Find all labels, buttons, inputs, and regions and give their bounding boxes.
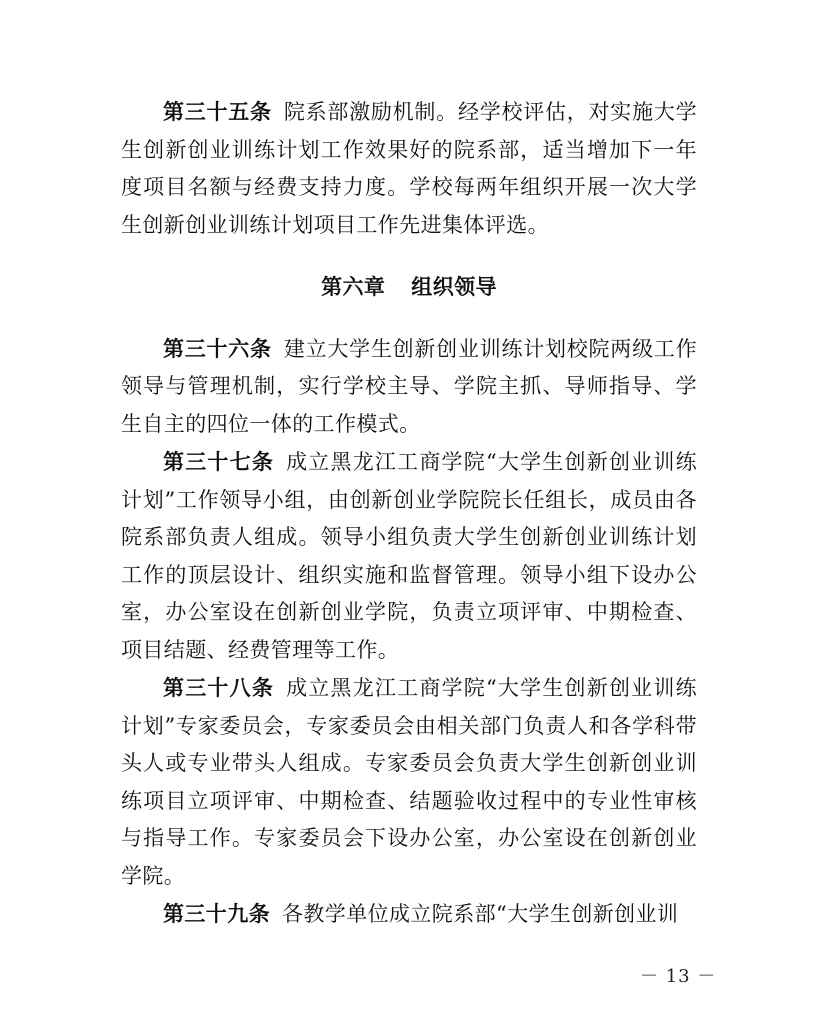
article-label: 第三十七条: [163, 449, 275, 474]
article-text: 建立大学生创新创业训练计划校院两级工作领导与管理机制，实行学校主导、学院主抓、导师指导、学生自主的四位一体的工作模式。: [121, 336, 697, 436]
chapter-heading: [121, 268, 697, 306]
article-36: [121, 330, 697, 444]
article-39: [121, 895, 697, 934]
article-label: 第三十九条: [163, 901, 270, 926]
chapter-number: 第六章: [321, 274, 386, 299]
article-text: 成立黑龙江工商学院“大学生创新创业训练计划”工作领导小组，由创新创业学院院长任组长，成员由各院系部负责人组成。领导小组负责大学生创新创业训练计划工作的顶层设计、组织实施和监督管理。领导小组下设办公室，办公室设在创新创业学院，负责立项评审、中期检查、项目结题、经费管理等工作。: [121, 450, 697, 662]
article-35: [121, 93, 697, 244]
article-37: [121, 443, 697, 669]
chapter-title: 组织领导: [411, 274, 497, 299]
article-label: 第三十八条: [163, 675, 275, 700]
article-label: 第三十六条: [163, 335, 272, 361]
article-label: 第三十五条: [163, 99, 272, 124]
article-text: 成立黑龙江工商学院“大学生创新创业训练计划”专家委员会，专家委员会由相关部门负责人和各学科带头人或专业带头人组成。专家委员会负责大学生创新创业训练项目立项评审、中期检查、结题验收过程中的专业性审核与指导工作。专家委员会下设办公室，办公室设在创新创业学院。: [121, 676, 697, 888]
article-text: 各教学单位成立院系部“大学生创新创业训: [282, 902, 679, 926]
page-number: － 13 －: [640, 966, 717, 987]
body-text: [121, 93, 697, 934]
article-text: 院系部激励机制。经学校评估，对实施大学生创新创业训练计划工作效果好的院系部，适当增加下一年度项目名额与经费支持力度。学校每两年组织开展一次大学生创新创业训练计划项目工作先进集体评选。: [121, 100, 697, 237]
article-38: [121, 669, 697, 895]
